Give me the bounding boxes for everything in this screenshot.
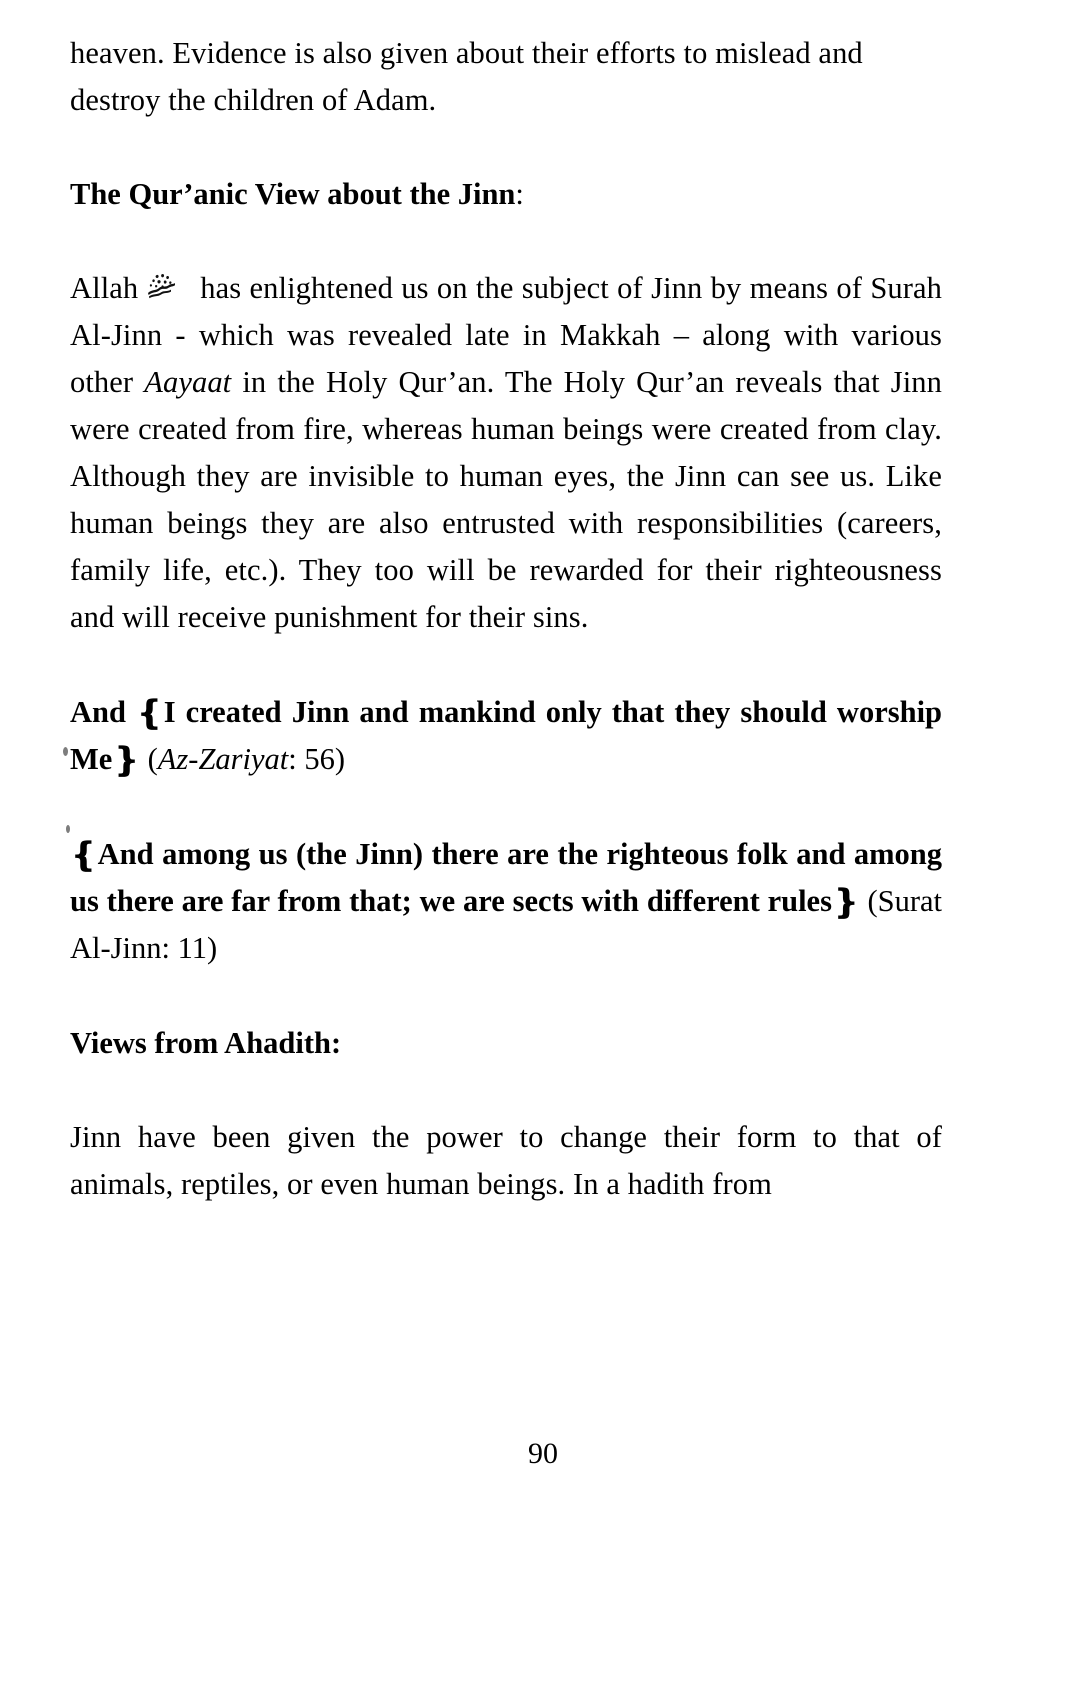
scan-speck	[63, 747, 68, 756]
ornamental-close-bracket-icon: ❵	[112, 743, 140, 779]
heading-views-from-ahadith	[70, 1020, 942, 1067]
heading-quranic-view	[70, 171, 942, 218]
spacer	[70, 641, 942, 689]
heading-quranic-view-colon: :	[515, 177, 524, 211]
ornamental-close-bracket-icon: ❵	[831, 885, 860, 921]
paragraph-ahadith-intro: Jinn have been given the power to change their form to that of animals, reptiles, or even human beings. In a hadith from	[70, 1120, 942, 1201]
quote-one-text: I created Jinn and mankind only that they should worship Me	[70, 695, 943, 776]
paragraph-continuation: heaven. Evidence is also given about their efforts to mislead and destroy the children of Adam.	[70, 36, 863, 117]
heading-views-from-ahadith-text: Views from Ahadith:	[70, 1026, 342, 1060]
allah-word: Allah	[70, 271, 139, 305]
italic-term-aayaat: Aayaat	[144, 365, 232, 399]
spacer	[70, 218, 942, 265]
paragraph-quranic-view	[70, 265, 942, 641]
quote-two-cite: (Surat Al-Jinn: 11)	[70, 884, 942, 965]
ornamental-open-bracket-icon: ❴	[70, 838, 98, 874]
quotation-az-zariyat	[70, 689, 942, 783]
quotation-surat-al-jinn	[70, 831, 942, 972]
quote-one-cite-open: (	[139, 742, 158, 776]
quote-one-lead-in: And	[70, 695, 137, 729]
quote-one-cite-source: Az-Zariyat	[157, 742, 289, 776]
spacer	[70, 1067, 942, 1114]
heading-quranic-view-text: The Qur’anic View about the Jinn	[70, 177, 516, 211]
quote-one-cite-verse: : 56)	[288, 742, 346, 776]
ornamental-open-bracket-icon: ❴	[136, 696, 164, 732]
body-segment-two: in the Holy Qur’an. The Holy Qur’an reveals that Jinn were created from fire, whereas human beings were created from clay. Although they are invisible to human eyes, the Jinn can see us. Like human beings they are also entrusted with responsibilities (careers, family life, etc.). They too will be rewarded for their righteousness and will receive punishment for their sins.	[70, 365, 942, 634]
quote-two-text: And among us (the Jinn) there are the righteous folk and among us there are far from that; we are sects with different rules	[70, 837, 942, 918]
spacer	[70, 783, 942, 831]
page-body-column	[70, 30, 942, 1208]
scan-speck	[66, 825, 70, 833]
spacer	[70, 972, 942, 1020]
spacer	[70, 124, 942, 171]
page-number: 90	[528, 1437, 558, 1470]
allah-honorific-glyph-icon	[144, 272, 178, 302]
body-segment-one: has enlightened us on the subject of Jinn by means of Surah Al-Jinn - which was revealed late in Makkah – along with various other	[70, 271, 942, 399]
